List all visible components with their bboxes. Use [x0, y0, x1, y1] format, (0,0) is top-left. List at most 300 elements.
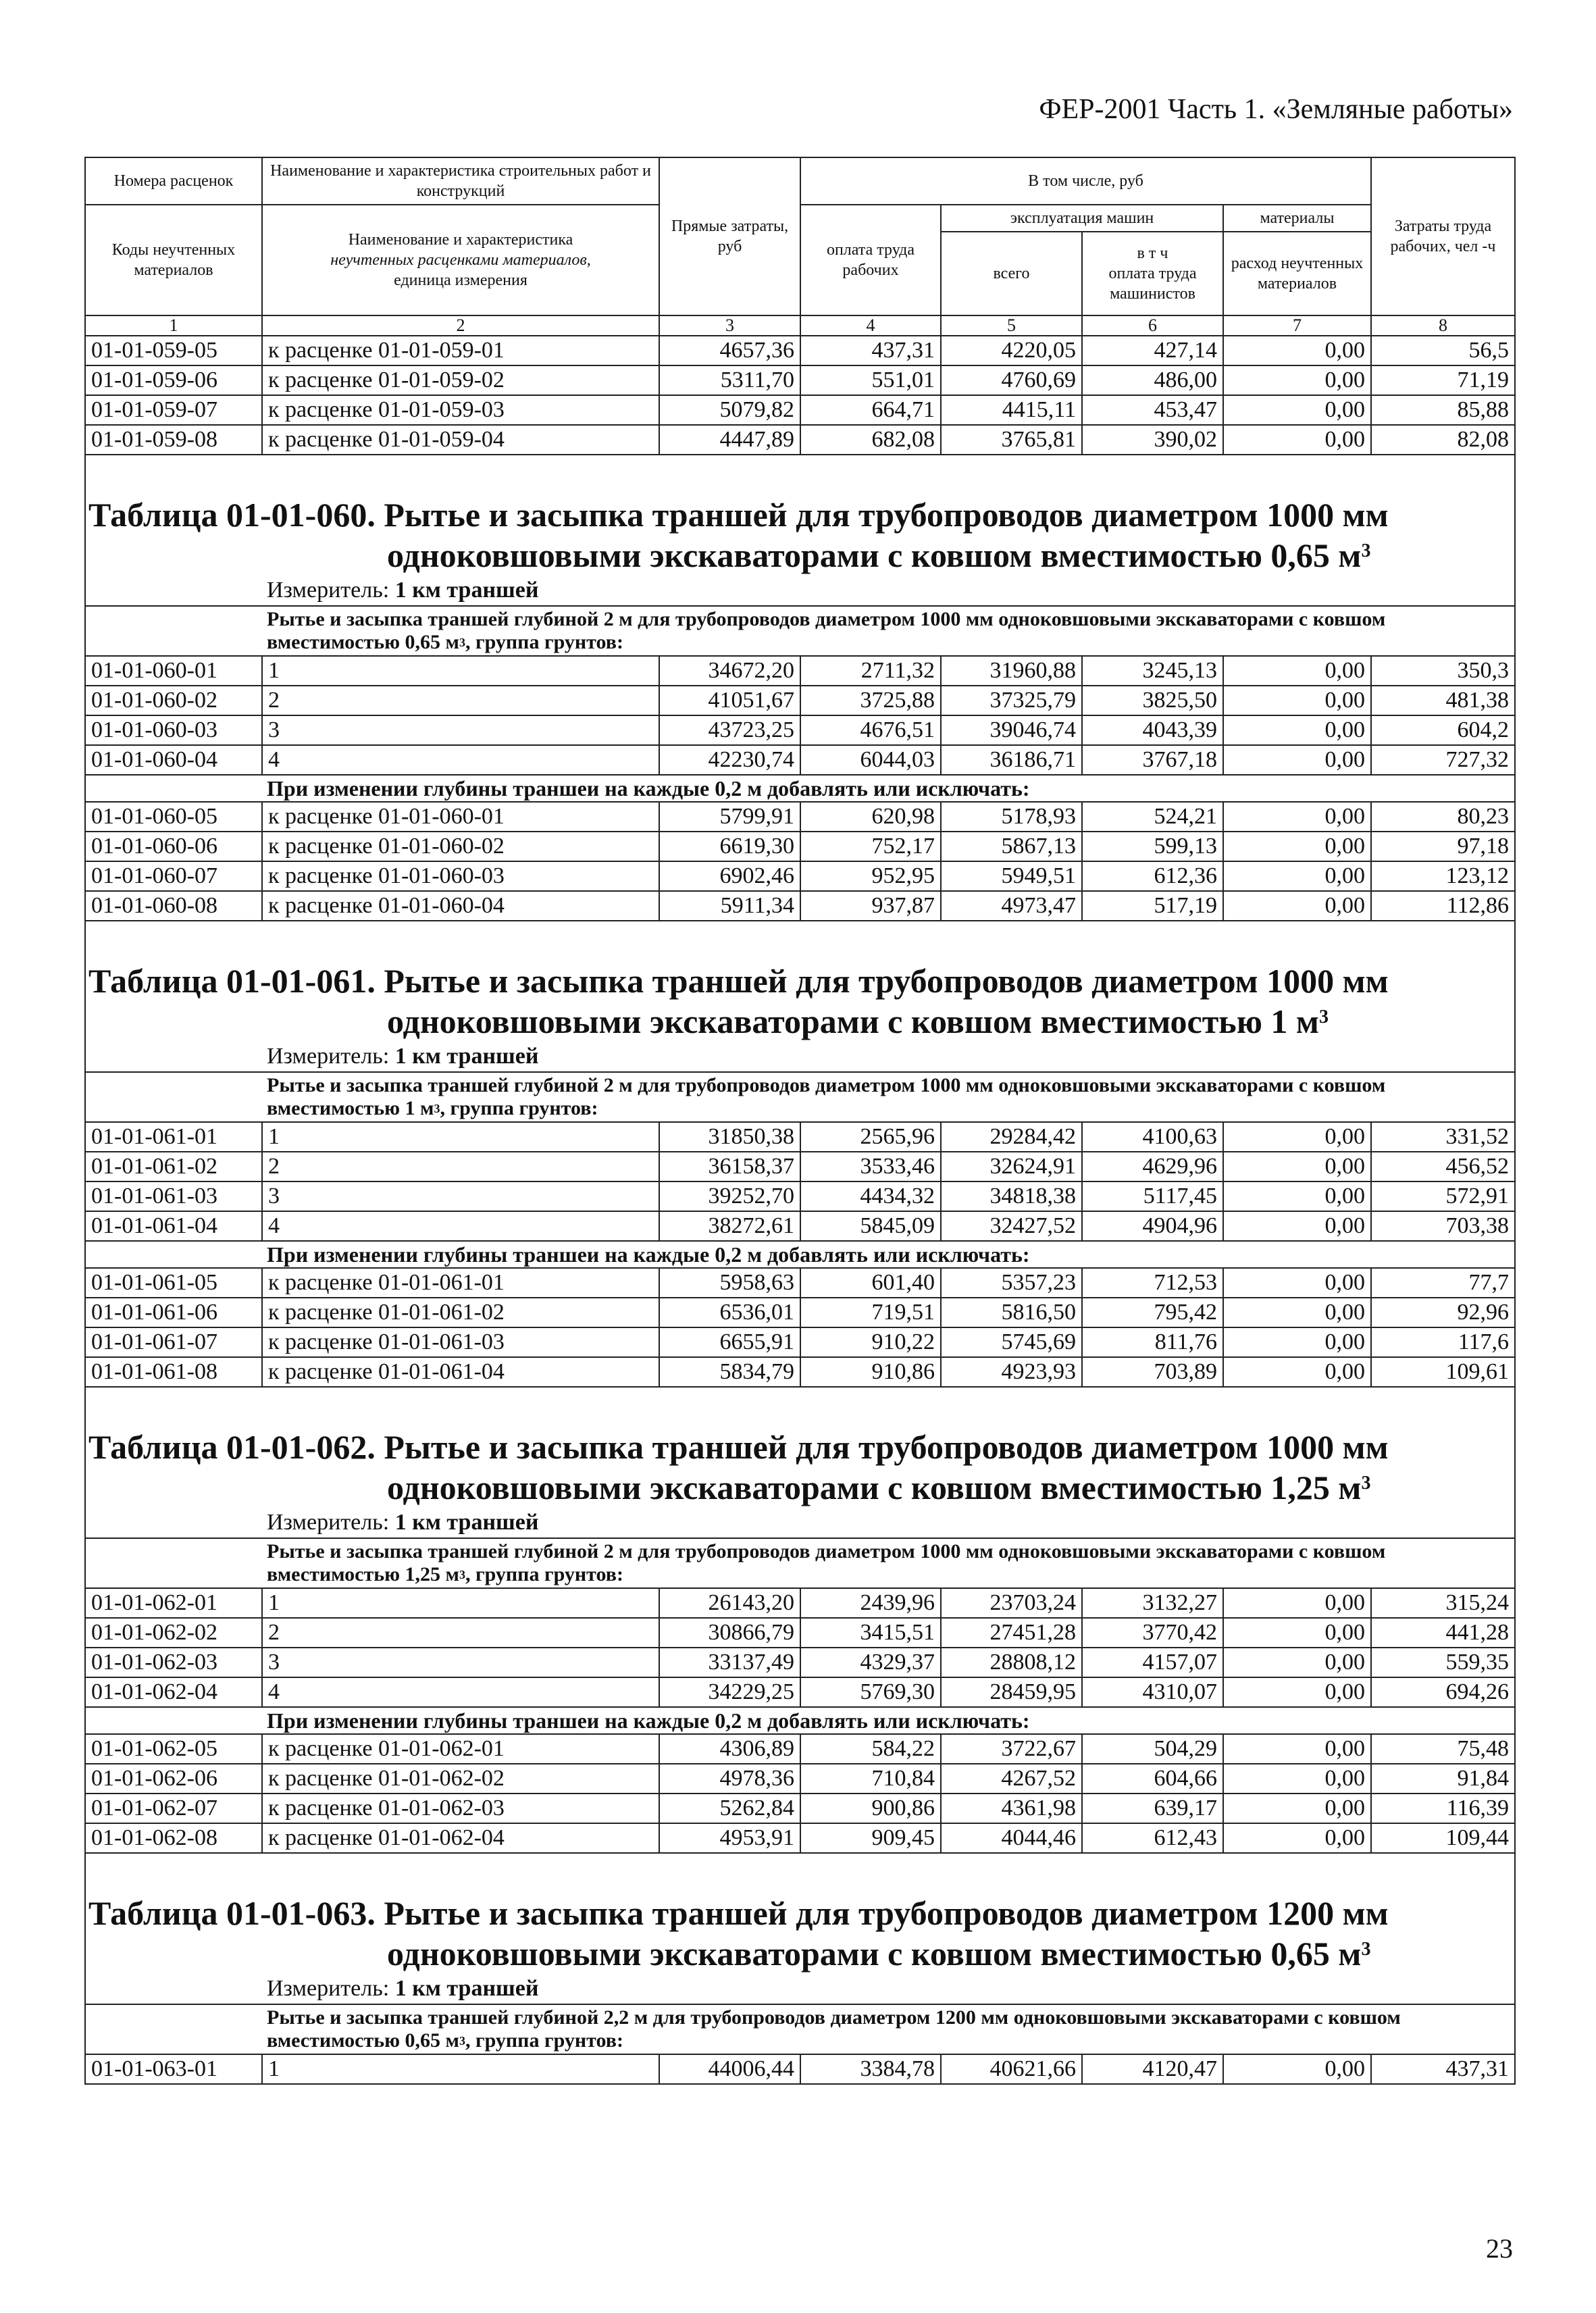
column-index-cell: 2 [262, 315, 659, 336]
material-name-line-1: Наименование и характеристика [348, 231, 573, 249]
table-row [85, 1618, 1515, 1648]
operator-pay-cell: 3767,18 [1082, 745, 1223, 775]
measure [85, 1974, 1515, 2004]
labor-costs-cell: 109,61 [1371, 1357, 1515, 1387]
direct-costs-cell: 5799,91 [659, 802, 800, 832]
worker-pay-cell: 2565,96 [800, 1122, 941, 1152]
labor-costs-cell: 727,32 [1371, 745, 1515, 775]
rate-name-cell: к расценке 01-01-061-01 [262, 1268, 659, 1298]
col-rate-number-header: Номера расценок [85, 157, 262, 205]
worker-pay-cell: 437,31 [800, 336, 941, 365]
rate-code-cell: 01-01-060-04 [85, 745, 262, 775]
operator-pay-cell: 599,13 [1082, 832, 1223, 861]
depth-change-row [85, 1707, 1515, 1734]
table-row [85, 336, 1515, 365]
rate-name-cell: к расценке 01-01-060-03 [262, 861, 659, 891]
rate-code-cell: 01-01-061-01 [85, 1122, 262, 1152]
table-title-line-1: Таблица 01-01-061. Рытье и засыпка траншей для трубопроводов диаметром 1000 мм [88, 962, 1389, 1000]
worker-pay-cell: 710,84 [800, 1764, 941, 1794]
direct-costs-cell: 4306,89 [659, 1734, 800, 1764]
table-row [85, 1152, 1515, 1181]
operator-pay-cell: 453,47 [1082, 395, 1223, 425]
rate-name-cell: 3 [262, 1648, 659, 1677]
material-use-cell: 0,00 [1223, 802, 1371, 832]
worker-pay-cell: 5769,30 [800, 1677, 941, 1707]
operator-pay-cell: 703,89 [1082, 1357, 1223, 1387]
depth-change-label: При изменении глубины траншеи на каждые 0,2 м добавлять или исключать: [85, 775, 1515, 802]
column-index-cell: 4 [800, 315, 941, 336]
labor-costs-cell: 694,26 [1371, 1677, 1515, 1707]
table-spacer [85, 455, 1515, 488]
rate-name-cell: к расценке 01-01-060-02 [262, 832, 659, 861]
rate-code-cell: 01-01-063-01 [85, 2054, 262, 2084]
table-title-superscript: 3 [1361, 540, 1371, 561]
rate-name-cell: 2 [262, 1152, 659, 1181]
direct-costs-cell: 5958,63 [659, 1268, 800, 1298]
worker-pay-cell: 937,87 [800, 891, 941, 921]
worker-pay-cell: 5845,09 [800, 1211, 941, 1241]
worker-pay-cell: 952,95 [800, 861, 941, 891]
labor-costs-cell: 80,23 [1371, 802, 1515, 832]
material-use-cell: 0,00 [1223, 1152, 1371, 1181]
direct-costs-cell: 5262,84 [659, 1794, 800, 1823]
worker-pay-cell: 2711,32 [800, 656, 941, 686]
depth-change-label: При изменении глубины траншеи на каждые 0,2 м добавлять или исключать: [85, 1707, 1515, 1734]
column-index-row [85, 315, 1515, 336]
table-title-text: одноковшовыми экскаваторами с ковшом вместимостью 1,25 м [387, 1469, 1362, 1506]
worker-pay-cell: 909,45 [800, 1823, 941, 1853]
rate-code-cell: 01-01-062-02 [85, 1618, 262, 1648]
direct-costs-cell: 36158,37 [659, 1152, 800, 1181]
measure-label: Измеритель: [267, 578, 390, 603]
worker-pay-cell: 4676,51 [800, 715, 941, 745]
material-use-cell: 0,00 [1223, 336, 1371, 365]
col-direct-costs-header: Прямые затраты, руб [659, 157, 800, 315]
labor-costs-cell: 56,5 [1371, 336, 1515, 365]
labor-costs-cell: 109,44 [1371, 1823, 1515, 1853]
operator-pay-cell: 3132,27 [1082, 1588, 1223, 1618]
table-spacer [85, 1853, 1515, 1886]
rate-code-cell: 01-01-062-01 [85, 1588, 262, 1618]
rate-name-cell: к расценке 01-01-059-02 [262, 365, 659, 395]
labor-costs-cell: 441,28 [1371, 1618, 1515, 1648]
worker-pay-cell: 584,22 [800, 1734, 941, 1764]
operator-pay-cell: 504,29 [1082, 1734, 1223, 1764]
column-index-cell: 3 [659, 315, 800, 336]
subheading [85, 1538, 1515, 1588]
rate-code-cell: 01-01-062-04 [85, 1677, 262, 1707]
direct-costs-cell: 6536,01 [659, 1298, 800, 1327]
measure-label: Измеритель: [267, 1976, 390, 2001]
direct-costs-cell: 39252,70 [659, 1181, 800, 1211]
material-use-cell: 0,00 [1223, 1268, 1371, 1298]
direct-costs-cell: 5079,82 [659, 395, 800, 425]
direct-costs-cell: 41051,67 [659, 686, 800, 715]
direct-costs-cell: 42230,74 [659, 745, 800, 775]
labor-costs-cell: 350,3 [1371, 656, 1515, 686]
table-title-line-1: Таблица 01-01-060. Рытье и засыпка траншей для трубопроводов диаметром 1000 мм [88, 496, 1389, 534]
rate-code-cell: 01-01-062-03 [85, 1648, 262, 1677]
depth-change-row [85, 1241, 1515, 1268]
page-number: 23 [1486, 2233, 1513, 2264]
worker-pay-cell: 601,40 [800, 1268, 941, 1298]
direct-costs-cell: 33137,49 [659, 1648, 800, 1677]
measure-value: 1 км траншей [394, 578, 539, 603]
rate-code-cell: 01-01-061-05 [85, 1268, 262, 1298]
machines-total-cell: 32427,52 [941, 1211, 1082, 1241]
rates-table-body [85, 157, 1515, 2084]
material-use-cell: 0,00 [1223, 395, 1371, 425]
measure [85, 1042, 1515, 1072]
subheading [85, 2004, 1515, 2054]
col-material-name-header [262, 205, 659, 315]
rate-code-cell: 01-01-059-06 [85, 365, 262, 395]
rate-name-cell: 4 [262, 1677, 659, 1707]
col-including-header: В том числе, руб [800, 157, 1371, 205]
rate-name-cell: 2 [262, 686, 659, 715]
rate-name-cell: 2 [262, 1618, 659, 1648]
worker-pay-cell: 620,98 [800, 802, 941, 832]
rate-name-cell: 1 [262, 1588, 659, 1618]
machines-total-cell: 31960,88 [941, 656, 1082, 686]
machines-total-cell: 4415,11 [941, 395, 1082, 425]
labor-costs-cell: 77,7 [1371, 1268, 1515, 1298]
table-row [85, 656, 1515, 686]
rate-code-cell: 01-01-062-06 [85, 1764, 262, 1794]
rate-name-cell: к расценке 01-01-061-04 [262, 1357, 659, 1387]
direct-costs-cell: 43723,25 [659, 715, 800, 745]
table-title-line-2 [88, 1001, 1509, 1042]
direct-costs-cell: 6655,91 [659, 1327, 800, 1357]
material-use-cell: 0,00 [1223, 686, 1371, 715]
material-use-cell: 0,00 [1223, 1357, 1371, 1387]
table-row [85, 715, 1515, 745]
subheading-superscript: 3 [459, 636, 465, 649]
table-row [85, 1298, 1515, 1327]
material-name-line-3: единица измерения [394, 272, 527, 289]
operator-pay-cell: 612,36 [1082, 861, 1223, 891]
labor-costs-cell: 97,18 [1371, 832, 1515, 861]
table-row [85, 686, 1515, 715]
material-use-cell: 0,00 [1223, 1764, 1371, 1794]
material-use-cell: 0,00 [1223, 745, 1371, 775]
operator-pay-cell: 612,43 [1082, 1823, 1223, 1853]
table-row [85, 1181, 1515, 1211]
operator-pay-cell: 4100,63 [1082, 1122, 1223, 1152]
subheading [85, 606, 1515, 656]
labor-costs-cell: 85,88 [1371, 395, 1515, 425]
column-index-cell: 6 [1082, 315, 1223, 336]
rate-name-cell: к расценке 01-01-062-01 [262, 1734, 659, 1764]
rate-name-cell: к расценке 01-01-062-02 [262, 1764, 659, 1794]
rate-code-cell: 01-01-060-06 [85, 832, 262, 861]
table-row [85, 1268, 1515, 1298]
direct-costs-cell: 5911,34 [659, 891, 800, 921]
table-title-line-2 [88, 1467, 1509, 1508]
machines-total-cell: 5357,23 [941, 1268, 1082, 1298]
machines-total-cell: 4220,05 [941, 336, 1082, 365]
direct-costs-cell: 4978,36 [659, 1764, 800, 1794]
subheading [85, 1072, 1515, 1122]
operator-pay-cell: 604,66 [1082, 1764, 1223, 1794]
rate-code-cell: 01-01-060-08 [85, 891, 262, 921]
direct-costs-cell: 4953,91 [659, 1823, 800, 1853]
machines-total-cell: 23703,24 [941, 1588, 1082, 1618]
material-use-cell: 0,00 [1223, 1618, 1371, 1648]
labor-costs-cell: 315,24 [1371, 1588, 1515, 1618]
measure-row [85, 1508, 1515, 1538]
table-row [85, 861, 1515, 891]
rate-code-cell: 01-01-061-04 [85, 1211, 262, 1241]
measure [85, 1508, 1515, 1538]
rate-name-cell: к расценке 01-01-061-03 [262, 1327, 659, 1357]
spacer-cell [85, 921, 1515, 954]
labor-costs-cell: 572,91 [1371, 1181, 1515, 1211]
page-header: ФЕР-2001 Часть 1. «Земляные работы» [1039, 94, 1513, 125]
table-row [85, 425, 1515, 455]
table-title-text: одноковшовыми экскаваторами с ковшом вместимостью 1 м [387, 1002, 1319, 1040]
table-row [85, 832, 1515, 861]
rate-name-cell: к расценке 01-01-062-03 [262, 1794, 659, 1823]
machines-total-cell: 32624,91 [941, 1152, 1082, 1181]
rate-code-cell: 01-01-060-07 [85, 861, 262, 891]
subheading-row [85, 1538, 1515, 1588]
table-title-superscript: 3 [1361, 1473, 1371, 1494]
operator-pay-cell: 3770,42 [1082, 1618, 1223, 1648]
table-title-row [85, 1420, 1515, 1508]
operator-pay-cell: 3245,13 [1082, 656, 1223, 686]
machines-total-cell: 3722,67 [941, 1734, 1082, 1764]
rate-code-cell: 01-01-061-08 [85, 1357, 262, 1387]
measure [85, 576, 1515, 606]
column-index-cell: 5 [941, 315, 1082, 336]
col-worker-pay-header: оплата труда рабочих [800, 205, 941, 315]
machines-total-cell: 27451,28 [941, 1618, 1082, 1648]
subheading-superscript: 3 [459, 1568, 465, 1581]
operator-pay-line-2: оплата труда машинистов [1108, 265, 1197, 303]
direct-costs-cell: 26143,20 [659, 1588, 800, 1618]
col-labor-costs-header: Затраты труда рабочих, чел -ч [1371, 157, 1515, 315]
table-row [85, 395, 1515, 425]
labor-costs-cell: 117,6 [1371, 1327, 1515, 1357]
labor-costs-cell: 92,96 [1371, 1298, 1515, 1327]
rate-name-cell: 4 [262, 1211, 659, 1241]
direct-costs-cell: 5311,70 [659, 365, 800, 395]
table-row [85, 1357, 1515, 1387]
operator-pay-cell: 517,19 [1082, 891, 1223, 921]
material-use-cell: 0,00 [1223, 1588, 1371, 1618]
operator-pay-cell: 486,00 [1082, 365, 1223, 395]
labor-costs-cell: 437,31 [1371, 2054, 1515, 2084]
col-work-name-header: Наименование и характеристика строительных работ и конструкций [262, 157, 659, 205]
material-use-cell: 0,00 [1223, 1648, 1371, 1677]
operator-pay-cell: 4157,07 [1082, 1648, 1223, 1677]
rate-code-cell: 01-01-060-05 [85, 802, 262, 832]
spacer-cell [85, 1387, 1515, 1420]
subheading-text: Рытье и засыпка траншей глубиной 2,2 м для трубопроводов диаметром 1200 мм одноковшовыми экскаваторами с ковшом вместимостью 0,65 м [267, 2006, 1401, 2052]
rates-sheet [84, 157, 1514, 2231]
rate-code-cell: 01-01-062-05 [85, 1734, 262, 1764]
rate-code-cell: 01-01-061-02 [85, 1152, 262, 1181]
col-machines-total-header: всего [941, 232, 1082, 315]
table-title-text: одноковшовыми экскаваторами с ковшом вместимостью 0,65 м [387, 1935, 1362, 1973]
material-use-cell: 0,00 [1223, 1327, 1371, 1357]
rate-name-cell: к расценке 01-01-059-03 [262, 395, 659, 425]
table-title-superscript: 3 [1361, 1939, 1371, 1960]
material-use-cell: 0,00 [1223, 1181, 1371, 1211]
labor-costs-cell: 112,86 [1371, 891, 1515, 921]
table-row [85, 365, 1515, 395]
operator-pay-cell: 390,02 [1082, 425, 1223, 455]
subheading-suffix: , группа грунтов: [465, 631, 623, 653]
rate-name-cell: к расценке 01-01-059-01 [262, 336, 659, 365]
worker-pay-cell: 664,71 [800, 395, 941, 425]
subheading-superscript: 3 [434, 1102, 440, 1115]
machines-total-cell: 4760,69 [941, 365, 1082, 395]
rate-code-cell: 01-01-062-08 [85, 1823, 262, 1853]
table-title [85, 954, 1515, 1042]
table-row [85, 2054, 1515, 2084]
table-row [85, 1823, 1515, 1853]
worker-pay-cell: 4434,32 [800, 1181, 941, 1211]
material-use-cell: 0,00 [1223, 891, 1371, 921]
operator-pay-cell: 524,21 [1082, 802, 1223, 832]
measure-row [85, 1974, 1515, 2004]
col-operator-pay-header [1082, 232, 1223, 315]
col-materials-header: материалы [1223, 205, 1371, 232]
operator-pay-cell: 639,17 [1082, 1794, 1223, 1823]
col-material-codes-header: Коды неучтенных материалов [85, 205, 262, 315]
rate-name-cell: к расценке 01-01-062-04 [262, 1823, 659, 1853]
machines-total-cell: 28459,95 [941, 1677, 1082, 1707]
operator-pay-cell: 4629,96 [1082, 1152, 1223, 1181]
measure-label: Измеритель: [267, 1044, 390, 1069]
table-title [85, 1420, 1515, 1508]
operator-pay-cell: 427,14 [1082, 336, 1223, 365]
material-use-cell: 0,00 [1223, 1122, 1371, 1152]
table-row [85, 802, 1515, 832]
direct-costs-cell: 30866,79 [659, 1618, 800, 1648]
table-row [85, 1211, 1515, 1241]
table-spacer [85, 1387, 1515, 1420]
table-row [85, 1677, 1515, 1707]
worker-pay-cell: 900,86 [800, 1794, 941, 1823]
depth-change-row [85, 775, 1515, 802]
material-use-cell: 0,00 [1223, 656, 1371, 686]
machines-total-cell: 4973,47 [941, 891, 1082, 921]
machines-total-cell: 37325,79 [941, 686, 1082, 715]
material-use-cell: 0,00 [1223, 425, 1371, 455]
material-use-cell: 0,00 [1223, 1823, 1371, 1853]
rate-code-cell: 01-01-060-02 [85, 686, 262, 715]
rate-code-cell: 01-01-060-01 [85, 656, 262, 686]
machines-total-cell: 36186,71 [941, 745, 1082, 775]
machines-total-cell: 40621,66 [941, 2054, 1082, 2084]
operator-pay-cell: 4904,96 [1082, 1211, 1223, 1241]
table-title [85, 1886, 1515, 1974]
subheading-text: Рытье и засыпка траншей глубиной 2 м для трубопроводов диаметром 1000 мм одноковшовыми экскаваторами с ковшом вместимостью 1 м [267, 1074, 1386, 1119]
rate-name-cell: к расценке 01-01-060-04 [262, 891, 659, 921]
material-use-cell: 0,00 [1223, 1211, 1371, 1241]
direct-costs-cell: 4657,36 [659, 336, 800, 365]
material-use-cell: 0,00 [1223, 365, 1371, 395]
measure-row [85, 1042, 1515, 1072]
worker-pay-cell: 3533,46 [800, 1152, 941, 1181]
rate-name-cell: к расценке 01-01-060-01 [262, 802, 659, 832]
table-row [85, 1122, 1515, 1152]
header-row-1 [85, 157, 1515, 205]
rate-code-cell: 01-01-059-07 [85, 395, 262, 425]
material-use-cell: 0,00 [1223, 832, 1371, 861]
labor-costs-cell: 123,12 [1371, 861, 1515, 891]
machines-total-cell: 4267,52 [941, 1764, 1082, 1794]
rate-name-cell: 3 [262, 1181, 659, 1211]
col-material-use-header: расход неучтенных материалов [1223, 232, 1371, 315]
rate-name-cell: 4 [262, 745, 659, 775]
machines-total-cell: 5949,51 [941, 861, 1082, 891]
machines-total-cell: 4361,98 [941, 1794, 1082, 1823]
table-title-row [85, 1886, 1515, 1974]
direct-costs-cell: 44006,44 [659, 2054, 800, 2084]
column-index-cell: 1 [85, 315, 262, 336]
subheading-row [85, 2004, 1515, 2054]
rates-table [84, 157, 1516, 2085]
table-row [85, 891, 1515, 921]
operator-pay-line-1: в т ч [1137, 245, 1168, 262]
labor-costs-cell: 71,19 [1371, 365, 1515, 395]
table-row [85, 1794, 1515, 1823]
direct-costs-cell: 6902,46 [659, 861, 800, 891]
worker-pay-cell: 2439,96 [800, 1588, 941, 1618]
material-use-cell: 0,00 [1223, 1794, 1371, 1823]
table-title-row [85, 488, 1515, 576]
worker-pay-cell: 910,22 [800, 1327, 941, 1357]
measure-label: Измеритель: [267, 1510, 390, 1535]
machines-total-cell: 4044,46 [941, 1823, 1082, 1853]
worker-pay-cell: 682,08 [800, 425, 941, 455]
worker-pay-cell: 551,01 [800, 365, 941, 395]
labor-costs-cell: 604,2 [1371, 715, 1515, 745]
operator-pay-cell: 712,53 [1082, 1268, 1223, 1298]
worker-pay-cell: 3384,78 [800, 2054, 941, 2084]
subheading-text: Рытье и засыпка траншей глубиной 2 м для трубопроводов диаметром 1000 мм одноковшовыми экскаваторами с ковшом вместимостью 1,25 м [267, 1540, 1386, 1585]
worker-pay-cell: 719,51 [800, 1298, 941, 1327]
operator-pay-cell: 795,42 [1082, 1298, 1223, 1327]
rate-code-cell: 01-01-062-07 [85, 1794, 262, 1823]
table-title-row [85, 954, 1515, 1042]
machines-total-cell: 3765,81 [941, 425, 1082, 455]
table-title-line-2 [88, 1933, 1509, 1974]
material-name-line-2: неучтенных расценками материалов, [330, 251, 591, 269]
direct-costs-cell: 38272,61 [659, 1211, 800, 1241]
rate-code-cell: 01-01-059-05 [85, 336, 262, 365]
subheading-row [85, 1072, 1515, 1122]
rate-code-cell: 01-01-060-03 [85, 715, 262, 745]
material-use-cell: 0,00 [1223, 861, 1371, 891]
direct-costs-cell: 34672,20 [659, 656, 800, 686]
spacer-cell [85, 455, 1515, 488]
rate-code-cell: 01-01-061-06 [85, 1298, 262, 1327]
subheading-suffix: , группа грунтов: [440, 1097, 598, 1119]
rate-name-cell: 1 [262, 2054, 659, 2084]
machines-total-cell: 34818,38 [941, 1181, 1082, 1211]
spacer-cell [85, 1853, 1515, 1886]
worker-pay-cell: 3725,88 [800, 686, 941, 715]
worker-pay-cell: 910,86 [800, 1357, 941, 1387]
subheading-row [85, 606, 1515, 656]
machines-total-cell: 5178,93 [941, 802, 1082, 832]
rate-name-cell: 3 [262, 715, 659, 745]
